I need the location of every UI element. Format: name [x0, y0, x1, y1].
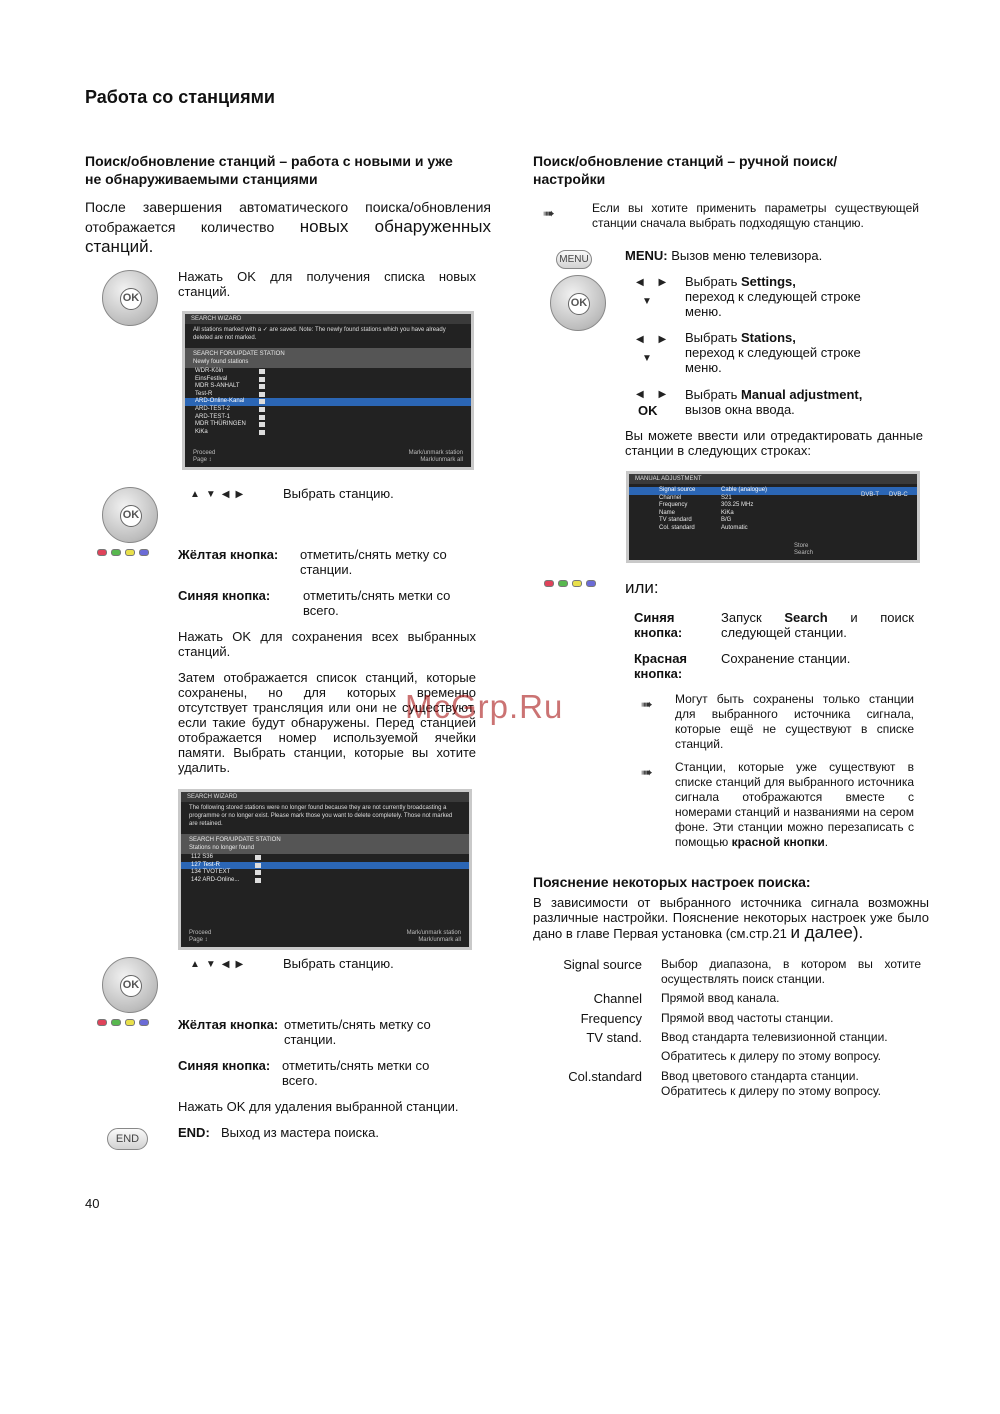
- screen3-row: [629, 517, 917, 525]
- step2-a: Выбрать: [685, 330, 741, 345]
- screen1-row-label: MDR S-ANHALT: [195, 383, 240, 390]
- screen2-band-title: SEARCH FOR/UPDATE STATION: [189, 837, 281, 843]
- screen1-row-label: ARD-Online-Kanal: [195, 398, 245, 405]
- screen2-foot-proceed: Proceed: [189, 930, 212, 936]
- menu-key-icon: MENU: [556, 250, 592, 269]
- press-ok-save: Нажать OK для сохранения всех выбранных станций.: [178, 629, 476, 659]
- blue-c: и поиск следующей станции.: [721, 610, 914, 640]
- checkbox-icon: [255, 863, 261, 868]
- note3-b: красной кнопки: [731, 835, 825, 849]
- step3-c: вызов окна ввода.: [685, 402, 795, 417]
- setting-desc: Выбор диапазона, в котором вы хотите осуществлять поиск станции.: [661, 957, 921, 986]
- setting-desc: Прямой ввод частоты станции.: [661, 1011, 834, 1025]
- screen2-row: [181, 869, 469, 877]
- color-keys-icon: [97, 549, 149, 556]
- or-text: или:: [625, 578, 659, 597]
- checkbox-icon: [259, 384, 265, 389]
- screen2-row-label: 112 S36: [191, 854, 213, 860]
- blue-key-label-2: Синяя кнопка:: [178, 1058, 271, 1073]
- screen3-row-key: Channel: [659, 494, 682, 501]
- screen3-row-key: Frequency: [659, 502, 688, 509]
- screen1-band-title: SEARCH FOR/UPDATE STATION: [193, 351, 285, 357]
- screen1-row-label: KiKa: [195, 428, 208, 435]
- checkbox-icon: [255, 870, 261, 875]
- blue-key-label-right: Синяя кнопка:: [634, 610, 683, 640]
- step2-c: переход к следующей строке меню.: [685, 345, 861, 375]
- left-heading: Поиск/обновление станций – работа с новыми и уже не обнаруживаемыми станциями: [85, 153, 453, 187]
- edit-text: Вы можете ввести или отредактировать данные станции в следующих строках:: [625, 428, 923, 458]
- screen2-row: [181, 877, 469, 885]
- screen2-row-label: 127 Test-R: [191, 861, 220, 868]
- press-ok-delete: Нажать OK для удаления выбранной станции.: [178, 1099, 459, 1114]
- screen1-row-label: WDR-Köln: [195, 368, 224, 374]
- arrow-keys-icon: ▲▼◀▶: [190, 959, 250, 970]
- blue-key-label: Синяя кнопка:: [178, 588, 271, 603]
- screen3-foot-search: Search: [794, 550, 814, 556]
- screen3-foot-store: Store: [794, 543, 809, 549]
- screen3-row-key: Col. standard: [659, 524, 695, 531]
- left-right-arrows-icon: ◀ ▶: [636, 277, 673, 288]
- ok-key-label: OK: [120, 288, 142, 310]
- screen2-footer: [181, 930, 469, 944]
- press-ok-list: Нажать OK для получения списка новых станций.: [178, 269, 476, 299]
- end-text: Выход из мастера поиска.: [221, 1125, 379, 1140]
- manual-adjustment-screen: [626, 471, 920, 563]
- color-keys-icon: [544, 580, 596, 587]
- end-key-icon: END: [107, 1128, 148, 1150]
- screen3-row: [629, 525, 917, 533]
- screen2-row: [181, 854, 469, 862]
- step3-a: Выбрать: [685, 387, 741, 402]
- screen2-foot-page: Page ↕: [189, 937, 208, 943]
- after-text: Затем отображается список станций, которые сохранены, но для которых временно отсутствует трансляция или они не существуют, если такие будут обнаружены. Перед станцией отображается номер используемой ячейки памяти. Выбрать станции, которые вы хотите удалить.: [178, 670, 476, 775]
- step1-b: Settings,: [740, 274, 796, 289]
- screen1-foot-proceed: Proceed: [193, 450, 216, 456]
- intro-text: После завершения автоматического поиска/обновления отображается количество: [85, 199, 491, 235]
- note3-a: Станции, которые уже существуют в списке станций для выбранного источника сигнала отображаются вместе с номерами станций и названиями на сером фоне. Эти станции можно перезаписать с помощью: [675, 760, 914, 849]
- screen1-row-label: Test-R: [195, 390, 213, 397]
- ok-pad-icon: [102, 957, 158, 1013]
- setting-label: Signal source: [563, 957, 642, 972]
- intro-text-big: новых обнаруженных станций.: [85, 217, 491, 256]
- expl-a: В зависимости от выбранного источника сигнала возможны различные настройки. Пояснение некоторых настроек уже было дано в главе Первая установка (см.стр.21: [533, 895, 929, 941]
- screen1-header: SEARCH WIZARD: [185, 314, 471, 324]
- screen2-foot-markall: Mark/unmark all: [418, 937, 461, 943]
- red-key-text: Сохранение станции.: [721, 651, 851, 666]
- arrow-keys-icon: ▲▼◀▶: [190, 489, 250, 500]
- screen2-header: SEARCH WIZARD: [181, 792, 469, 802]
- screen3-opt1: DVB-T: [861, 492, 879, 498]
- checkbox-icon: [255, 878, 261, 883]
- ok-pad-icon: [550, 275, 606, 331]
- screen1-row: [185, 398, 471, 406]
- select-station-1: Выбрать станцию.: [283, 486, 394, 501]
- end-label: END:: [178, 1125, 210, 1140]
- ok-pad-icon: [102, 270, 158, 326]
- ok-small-label: OK: [638, 403, 658, 418]
- search-wizard-screen-1: [182, 311, 474, 470]
- screen3-row-key: Name: [659, 509, 676, 516]
- ok-key-label: OK: [120, 975, 142, 997]
- watermark: McGrp.Ru: [405, 688, 564, 725]
- screen1-foot-mark: Mark/unmark station: [408, 450, 463, 456]
- screen3-row-value: Cable (analogue): [721, 487, 768, 493]
- screen1-row: [185, 391, 471, 399]
- screen1-row: [185, 421, 471, 429]
- checkbox-icon: [255, 855, 261, 860]
- screen2-row-label: 142 ARD-Online...: [191, 876, 240, 883]
- screen1-row: [185, 376, 471, 384]
- left-right-arrows-icon: ◀ ▶: [636, 389, 673, 400]
- blue-key-text-right: [721, 610, 914, 640]
- screen1-row-label: EinsFestival: [195, 375, 228, 382]
- screen3-row-value: S21: [721, 494, 732, 501]
- explanation-text: [533, 895, 929, 941]
- screen1-row: [185, 406, 471, 414]
- screen3-row-value: 303.25 MHz: [721, 502, 754, 509]
- step1-c: переход к следующей строке меню.: [685, 289, 861, 319]
- blue-key-text-2: отметить/снять метки со всего.: [282, 1058, 430, 1088]
- screen3-row: [629, 502, 917, 510]
- note-arrow-icon: ➠: [641, 764, 653, 780]
- screen3-row-value: KiKa: [721, 509, 734, 516]
- checkbox-icon: [259, 422, 265, 427]
- screen1-row: [185, 368, 471, 376]
- screen3-row-key: TV standard: [659, 517, 692, 524]
- checkbox-icon: [259, 377, 265, 382]
- screen1-row: [185, 383, 471, 391]
- screen1-row-label: MDR THÜRINGEN: [195, 421, 246, 428]
- menu-line: [625, 248, 822, 263]
- checkbox-icon: [259, 392, 265, 397]
- blue-key-text: отметить/снять метки со всего.: [303, 588, 451, 618]
- yellow-key-label: Жёлтая кнопка:: [178, 547, 279, 562]
- screen1-row: [185, 429, 471, 437]
- screen3-header: MANUAL ADJUSTMENT: [629, 474, 917, 484]
- setting-label: TV stand.: [586, 1030, 642, 1045]
- screen2-list: [181, 854, 469, 884]
- screen3-row: [629, 510, 917, 518]
- search-wizard-screen-2: [178, 789, 472, 950]
- down-arrow-icon: ▼: [642, 296, 658, 307]
- setting-desc: Обратитесь к дилеру по этому вопросу.: [661, 1049, 881, 1063]
- menu-label: MENU:: [625, 248, 668, 263]
- screen1-foot-markall: Mark/unmark all: [420, 457, 463, 463]
- setting-desc: Ввод цветового стандарта станции. Обратитесь к дилеру по этому вопросу.: [661, 1069, 881, 1098]
- checkbox-icon: [259, 430, 265, 435]
- select-station-2: Выбрать станцию.: [283, 956, 394, 971]
- step-settings: [685, 274, 885, 319]
- page-title: Работа со станциями: [85, 87, 276, 107]
- step3-b: Manual adjustment,: [740, 387, 863, 402]
- yellow-key-label-2: Жёлтая кнопка:: [178, 1017, 279, 1032]
- step1-a: Выбрать: [685, 274, 741, 289]
- down-arrow-icon: ▼: [642, 353, 658, 364]
- right-heading: Поиск/обновление станций – ручной поиск/ настройки: [533, 153, 838, 187]
- blue-a: Запуск: [721, 610, 785, 625]
- screen1-band: [185, 348, 471, 368]
- left-intro: [85, 198, 491, 257]
- step2-b: Stations,: [740, 330, 796, 345]
- ok-pad-icon: [102, 487, 158, 543]
- screen2-band-sub: Stations no longer found: [189, 845, 255, 851]
- screen2-foot-mark: Mark/unmark station: [406, 930, 461, 936]
- ok-key-label: OK: [120, 505, 142, 527]
- checkbox-icon: [259, 369, 265, 374]
- yellow-key-text-2: отметить/снять метку со станции.: [284, 1017, 431, 1047]
- left-right-arrows-icon: ◀ ▶: [636, 334, 673, 345]
- screen1-text: All stations marked with a ✓ are saved. Note: The newly found stations which you have already deleted are not marked.: [193, 327, 446, 341]
- page-number: 40: [85, 1196, 100, 1211]
- screen2-row-label: 134 TVOTEXT: [191, 869, 231, 876]
- screen1-foot-page: Page ↕: [193, 457, 212, 463]
- screen3-footer: [629, 543, 917, 557]
- note-3: [675, 760, 914, 850]
- screen1-row-label: ARD-TEST-2: [195, 405, 231, 412]
- setting-desc: Ввод стандарта телевизионной станции.: [661, 1030, 888, 1044]
- blue-b: Search: [784, 610, 828, 625]
- note-1: Если вы хотите применить параметры существующей станции сначала выбрать подходящую станцию.: [592, 201, 919, 230]
- explanation-heading: Пояснение некоторых настроек поиска:: [533, 874, 811, 890]
- screen3-row-value: B/G: [721, 517, 732, 524]
- setting-label: Channel: [593, 991, 642, 1006]
- note3-c: .: [824, 835, 829, 849]
- expl-b: и далее).: [790, 923, 864, 942]
- screen3-row-value: Automatic: [721, 524, 748, 531]
- screen1-list: [185, 368, 471, 436]
- yellow-key-text: отметить/снять метку со станции.: [300, 547, 447, 577]
- step-stations: [685, 330, 885, 375]
- ok-key-label: OK: [568, 293, 590, 315]
- screen1-band-sub: Newly found stations: [193, 359, 249, 365]
- step-manual: [685, 387, 905, 417]
- note-arrow-icon: ➠: [641, 696, 653, 712]
- screen2-band: [181, 834, 469, 854]
- screen1-row-label: ARD-TEST-1: [195, 413, 231, 420]
- screen2-row: [181, 862, 469, 870]
- note-2: Могут быть сохранены только станции для выбранного источника сигнала, которые ещё не существуют в списке станций.: [675, 692, 914, 751]
- setting-desc: Прямой ввод канала.: [661, 991, 780, 1005]
- screen3-row-key: Signal source: [659, 487, 696, 493]
- setting-label: Frequency: [580, 1011, 642, 1026]
- setting-label: Col.standard: [568, 1069, 642, 1084]
- color-keys-icon: [97, 1019, 149, 1026]
- red-key-label: Красная кнопка:: [634, 651, 688, 681]
- checkbox-icon: [259, 407, 265, 412]
- note-arrow-icon: ➠: [543, 205, 555, 221]
- screen3-opt2: DVB-C: [889, 492, 908, 498]
- screen2-text: The following stored stations were no longer found because they are not currently broadcasting a programme or no longer exist. Please mark those you want to delete completely. Those not marked are retained.: [189, 805, 453, 827]
- menu-text: Вызов меню телевизора.: [671, 248, 823, 263]
- checkbox-icon: [259, 415, 265, 420]
- screen1-footer: [185, 450, 471, 464]
- checkbox-icon: [259, 399, 265, 404]
